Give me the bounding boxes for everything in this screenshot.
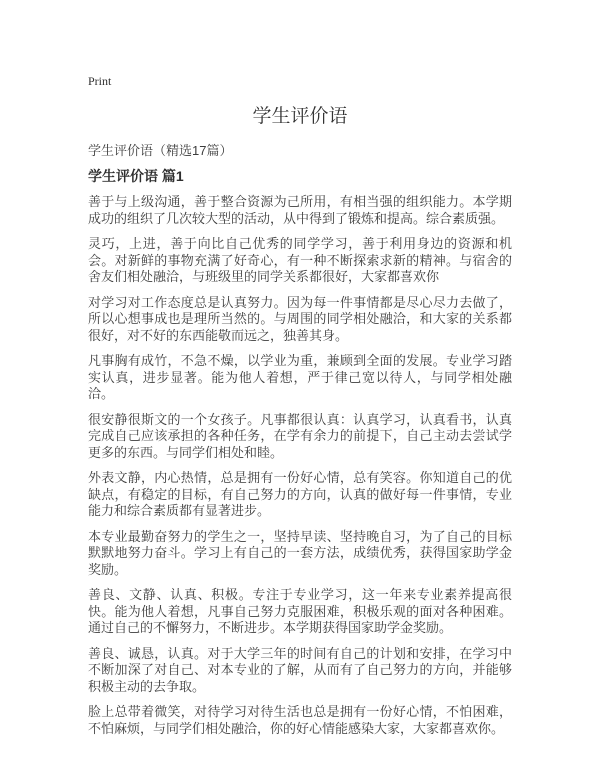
- document-page: [88, 0, 512, 737]
- section-heading: 学生评价语 篇1: [88, 168, 184, 184]
- paragraph: 灵巧，上进，善于向比自己优秀的同学学习，善于利用身边的资源和机会。对新鲜的事物充满了好奇心，有一种不断探索求新的精神。与宿舍的舍友们相处融洽，与班级里的同学关系都很好，大家都喜欢你: [88, 236, 512, 284]
- article-body: [88, 194, 512, 737]
- paragraph: 善良、诚恳，认真。对于大学三年的时间有自己的计划和安排，在学习中不断加深了对自己、对本专业的了解，从而有了自己努力的方向，并能够积极主动的去争取。: [88, 645, 512, 694]
- page-subtitle: 学生评价语（精选17篇）: [88, 143, 233, 158]
- page-title: 学生评价语: [252, 106, 348, 127]
- paragraph: 善良、文静、认真、积极。专注于专业学习，这一年来专业素养提高很快。能为他人着想，凡事自己努力克服困难，积极乐观的面对各种困难。通过自己的不懈努力，不断进步。本学期获得国家助学金奖励。: [88, 587, 512, 635]
- paragraph: 很安静很斯文的一个女孩子。凡事都很认真：认真学习，认真看书，认真完成自己应该承担的各种任务，在学有余力的前提下，自己主动去尝试学更多的东西。与同学们相处和睦。: [88, 411, 512, 460]
- print-link[interactable]: Print: [88, 74, 112, 88]
- paragraph: 对学习对工作态度总是认真努力。因为每一件事情都是尽心尽力去做了，所以心想事成也是理所当然的。与周围的同学相处融洽，和大家的关系都很好，对不好的东西能敬而远之，独善其身。: [88, 294, 512, 343]
- paragraph: 脸上总带着微笑，对待学习对待生活也总是拥有一份好心情，不怕困难，不怕麻烦，与同学们相处融洽，你的好心情能感染大家，大家都喜欢你。: [88, 704, 512, 736]
- paragraph: 善于与上级沟通，善于整合资源为己所用，有相当强的组织能力。本学期成功的组织了几次较大型的活动，从中得到了锻炼和提高。综合素质强。: [88, 194, 512, 226]
- paragraph: 凡事胸有成竹，不急不燥，以学业为重，兼顾到全面的发展。专业学习踏实认真，进步显著。能为他人着想，严于律己宽以待人，与同学相处融洽。: [88, 353, 512, 401]
- paragraph: 本专业最勤奋努力的学生之一，坚持早读、坚持晚自习，为了自己的目标默默地努力奋斗。学习上有自己的一套方法，成绩优秀，获得国家助学金奖励。: [88, 528, 512, 577]
- paragraph: 外表文静，内心热情，总是拥有一份好心情，总有笑容。你知道自己的优缺点，有稳定的目标，有自己努力的方向，认真的做好每一件事情，专业能力和综合素质都有显著进步。: [88, 470, 512, 518]
